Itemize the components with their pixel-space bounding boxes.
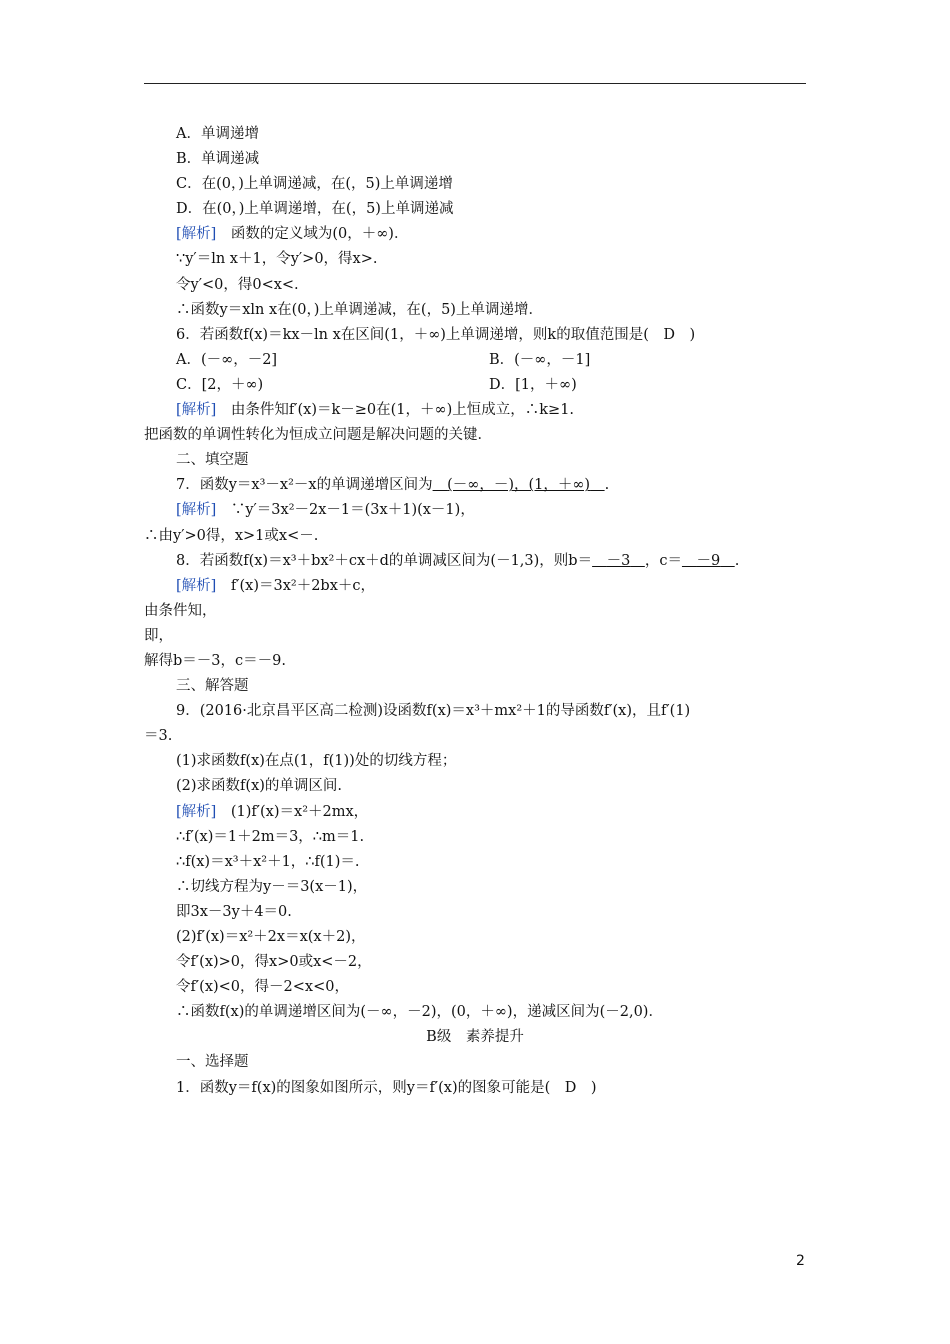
text-line: 由条件知， <box>144 602 217 619</box>
text-line: 6．若函数f(x)＝kx－ln x在区间(1，＋∞)上单调递增，则k的取值范围是( D ) <box>176 326 696 343</box>
section-heading: 二、填空题 <box>176 452 249 469</box>
answer-blank: (－∞，－)，(1，＋∞) <box>447 477 591 494</box>
text-line: B．单调递减 <box>176 151 260 168</box>
text-line: C．[2，＋∞) D．[1，＋∞) <box>176 376 577 393</box>
answer-blank: －3 <box>606 552 631 569</box>
text-line: (1)求函数f(x)在点(1，f(1))处的切线方程； <box>176 753 457 770</box>
analysis-tag: [解析] <box>176 226 217 243</box>
analysis-tag: [解析] <box>176 402 217 419</box>
text-line: [解析] (1)f′(x)＝x²＋2mx， <box>176 803 369 820</box>
text-line: A．单调递增 <box>176 126 259 142</box>
text-line: [解析] 函数的定义域为(0，＋∞)． <box>176 226 409 243</box>
text-line: 解得b＝－3，c＝－9. <box>144 652 286 669</box>
text-line: A．(－∞，－2] B．(－∞，－1] <box>176 351 591 368</box>
text-line: 令f′(x)<0，得－2<x<0， <box>176 979 349 996</box>
text-line: 令y′<0，得0<x<. <box>176 276 299 293</box>
text-line: [解析] ∵y′＝3x²－2x－1＝(3x＋1)(x－1)， <box>176 502 475 519</box>
analysis-tag: [解析] <box>176 803 217 820</box>
text-line: D．在(0，)上单调递增，在(，5)上单调递减 <box>176 201 454 218</box>
text-line: 即， <box>144 627 173 644</box>
text-line: C．在(0，)上单调递减，在(，5)上单调递增 <box>176 176 453 193</box>
analysis-tag: [解析] <box>176 502 217 519</box>
text-line: 即3x－3y＋4＝0. <box>176 903 292 920</box>
answer-blank: －9 <box>696 552 721 569</box>
text-line: ∵y′＝ln x＋1，令y′>0，得x>. <box>176 251 378 268</box>
text-line: [解析] 由条件知f′(x)＝k－≥0在(1，＋∞)上恒成立，∴k≥1. <box>176 402 575 419</box>
page-number: 2 <box>796 1253 805 1269</box>
text-line: (2)求函数f(x)的单调区间. <box>176 778 343 795</box>
text-line: [解析] f′(x)＝3x²＋2bx＋c， <box>176 577 375 594</box>
text-line: ∴函数y＝xln x在(0，)上单调递减，在(，5)上单调递增． <box>176 301 543 318</box>
text-line: ∴由y′>0得，x>1或x<－. <box>144 527 319 544</box>
text-line: (2)f′(x)＝x²＋2x＝x(x＋2)， <box>176 929 366 945</box>
text-line: ∴f′(x)＝1＋2m＝3，∴m＝1. <box>176 828 365 845</box>
text-line: ∴函数f(x)的单调递增区间为(－∞，－2)，(0，＋∞)，递减区间为(－2,0)． <box>176 1004 663 1021</box>
text-line: 令f′(x)>0，得x>0或x<－2， <box>176 954 372 971</box>
header-rule <box>144 83 806 84</box>
text-line: 1．函数y＝f(x)的图象如图所示，则y＝f′(x)的图象可能是( D ) <box>176 1079 597 1096</box>
analysis-tag: [解析] <box>176 577 217 594</box>
text-line: 把函数的单调性转化为恒成立问题是解决问题的关键． <box>144 427 492 444</box>
section-heading: 一、选择题 <box>176 1054 249 1071</box>
text-line: ∴切线方程为y－＝3(x－1)， <box>176 878 368 895</box>
section-heading: 三、解答题 <box>176 678 249 695</box>
text-line: ＝3. <box>144 728 173 745</box>
section-heading: B级 素养提升 <box>426 1029 524 1046</box>
text-line: 9．(2016·北京昌平区高二检测)设函数f(x)＝x³＋mx²＋1的导函数f′(x)，且f′(1) <box>176 703 691 720</box>
text-line: 8．若函数f(x)＝x³＋bx²＋cx＋d的单调减区间为(－1,3)，则b＝ －3 ，c＝ －9 . <box>176 552 740 569</box>
text-line: 7．函数y＝x³－x²－x的单调递增区间为 (－∞，－)，(1，＋∞) . <box>176 477 610 494</box>
text-line: ∴f(x)＝x³＋x²＋1，∴f(1)＝. <box>176 853 360 870</box>
document-body <box>144 122 816 1101</box>
